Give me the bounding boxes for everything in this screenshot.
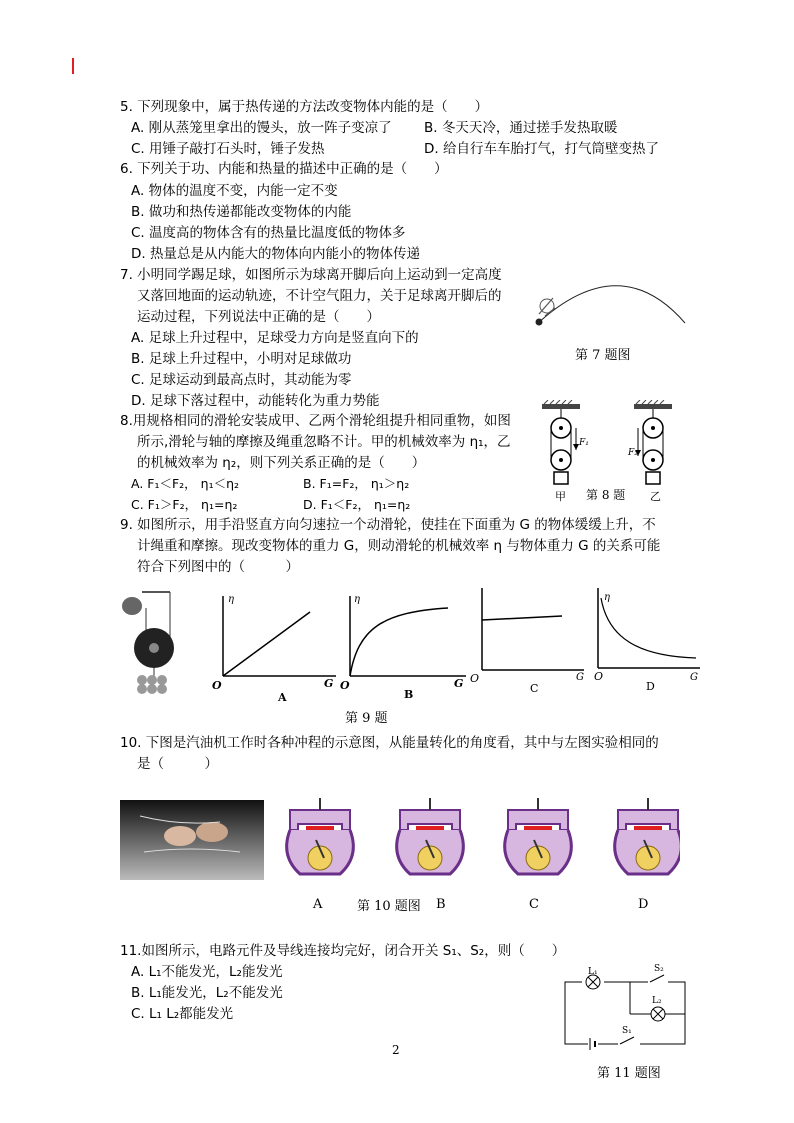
q7-option-d: D. 足球下落过程中，动能转化为重力势能 bbox=[131, 393, 380, 409]
q9-stem-2: 计绳重和摩擦。现改变物体的重力 G，则动滑轮的机械效率 η 与物体重力 G 的关系可能 bbox=[137, 538, 661, 554]
q11-option-a: A. L₁不能发光，L₂能发光 bbox=[131, 964, 283, 980]
q11-option-c: C. L₁ L₂都能发光 bbox=[131, 1006, 234, 1022]
q7-stem-3: 运动过程，下列说法中正确的是（ ） bbox=[137, 309, 380, 325]
q8-stem-1: 8.用规格相同的滑轮安装成甲、乙两个滑轮组提升相同重物，如图 bbox=[120, 413, 511, 429]
q10-figure bbox=[120, 796, 680, 888]
q9-stem-3: 符合下列图中的（ ） bbox=[137, 559, 299, 575]
margin-mark bbox=[72, 58, 74, 74]
q8-f1-label: F₁ bbox=[579, 438, 589, 448]
svg-text:G: G bbox=[576, 672, 584, 683]
q9-caption: 第 9 题 bbox=[345, 711, 388, 726]
q5-option-b: B. 冬天天冷，通过搓手发热取暖 bbox=[424, 120, 618, 136]
q7-caption: 第 7 题图 bbox=[575, 348, 631, 363]
q11-l2-label: L₂ bbox=[652, 996, 662, 1006]
q8-stem-2: 所示,滑轮与轴的摩擦及绳重忽略不计。甲的机械效率为 η₁，乙 bbox=[137, 434, 511, 450]
svg-text:η: η bbox=[228, 594, 234, 605]
q7-option-c: C. 足球运动到最高点时，其动能为零 bbox=[131, 372, 352, 388]
q9-pulley-image bbox=[122, 592, 174, 694]
svg-text:B: B bbox=[404, 688, 414, 701]
q10-rubbing-hands-photo bbox=[120, 800, 264, 880]
q10-label-b: B bbox=[436, 897, 446, 912]
svg-text:O: O bbox=[212, 679, 222, 692]
svg-text:D: D bbox=[646, 680, 655, 693]
page-number: 2 bbox=[392, 1043, 400, 1057]
q11-s2-label: S₂ bbox=[654, 964, 664, 974]
q10-stem-2: 是（ ） bbox=[137, 756, 218, 772]
svg-text:A: A bbox=[278, 691, 287, 703]
q10-engine-c bbox=[505, 798, 572, 874]
q9-graph-d bbox=[594, 588, 700, 693]
q7-stem-2: 又落回地面的运动轨迹，不计空气阻力，关于足球离开脚后的 bbox=[137, 288, 502, 304]
q9-stem-1: 9. 如图所示，用手沿竖直方向匀速拉一个动滑轮，使挂在下面重为 G 的物体缓缓上升，不 bbox=[120, 517, 656, 533]
q11-option-b: B. L₁能发光，L₂不能发光 bbox=[131, 985, 283, 1001]
q10-label-c: C bbox=[529, 897, 539, 912]
q10-caption: 第 10 题图 bbox=[357, 899, 421, 914]
q5-option-c: C. 用锤子敲打石头时，锤子发热 bbox=[131, 141, 325, 157]
q10-engine-b bbox=[397, 798, 464, 874]
q11-circuit bbox=[560, 962, 690, 1050]
q7-figure-trajectory bbox=[525, 268, 690, 338]
q8-label-jia: 甲 bbox=[555, 490, 566, 503]
q7-option-b: B. 足球上升过程中，小明对足球做功 bbox=[131, 351, 352, 367]
svg-text:G: G bbox=[690, 672, 698, 683]
svg-text:G: G bbox=[324, 677, 334, 690]
q8-option-d: D. F₁＜F₂， η₁=η₂ bbox=[303, 497, 411, 512]
q8-stem-3: 的机械效率为 η₂，则下列关系正确的是（ ） bbox=[137, 455, 426, 471]
q9-graph-b bbox=[340, 594, 466, 701]
q10-label-d: D bbox=[638, 897, 649, 912]
q9-graph-a bbox=[212, 594, 336, 703]
q10-label-a: A bbox=[313, 897, 323, 912]
q6-stem: 6. 下列关于功、内能和热量的描述中正确的是（ ） bbox=[120, 161, 448, 177]
q5-option-d: D. 给自行车车胎打气，打气筒壁变热了 bbox=[424, 141, 659, 157]
svg-text:G: G bbox=[454, 677, 464, 690]
svg-text:O: O bbox=[594, 670, 604, 683]
q8-caption: 第 8 题 bbox=[586, 488, 626, 502]
q8-label-yi: 乙 bbox=[650, 490, 661, 503]
svg-text:η: η bbox=[604, 592, 610, 603]
q8-option-c: C. F₁＞F₂， η₁=η₂ bbox=[131, 497, 238, 512]
q8-f2-label: F₂ bbox=[628, 448, 638, 458]
q8-figure-pulleys bbox=[538, 400, 693, 504]
svg-text:O: O bbox=[470, 672, 480, 685]
q10-stem-1: 10. 下图是汽油机工作时各种冲程的示意图，从能量转化的角度看，其中与左图实验相同的 bbox=[120, 735, 659, 751]
q10-engine-a bbox=[287, 798, 354, 874]
svg-text:η: η bbox=[354, 594, 360, 605]
q10-engine-d bbox=[615, 798, 680, 874]
q6-option-d: D. 热量总是从内能大的物体向内能小的物体传递 bbox=[131, 246, 420, 262]
q9-figure-graphs bbox=[118, 588, 708, 703]
q8-option-b: B. F₁=F₂， η₁＞η₂ bbox=[303, 476, 410, 491]
q8-option-a: A. F₁＜F₂， η₁＜η₂ bbox=[131, 476, 240, 491]
q7-option-a: A. 足球上升过程中，足球受力方向是竖直向下的 bbox=[131, 330, 419, 346]
q5-option-a: A. 刚从蒸笼里拿出的馒头，放一阵子变凉了 bbox=[131, 120, 392, 136]
q6-option-c: C. 温度高的物体含有的热量比温度低的物体多 bbox=[131, 225, 406, 241]
svg-text:O: O bbox=[340, 679, 350, 692]
q11-s1-label: S₁ bbox=[622, 1026, 632, 1036]
q6-option-b: B. 做功和热传递都能改变物体的内能 bbox=[131, 204, 352, 220]
q5-stem: 5. 下列现象中，属于热传递的方法改变物体内能的是（ ） bbox=[120, 99, 489, 115]
q6-option-a: A. 物体的温度不变，内能一定不变 bbox=[131, 183, 338, 199]
q11-caption: 第 11 题图 bbox=[597, 1066, 661, 1081]
q11-l1-label: L₁ bbox=[588, 967, 598, 977]
q11-stem: 11.如图所示，电路元件及导线连接均完好，闭合开关 S₁、S₂，则（ ） bbox=[120, 943, 566, 959]
q9-graph-c bbox=[470, 588, 584, 695]
q7-stem-1: 7. 小明同学踢足球，如图所示为球离开脚后向上运动到一定高度 bbox=[120, 267, 502, 283]
svg-text:C: C bbox=[530, 682, 539, 695]
